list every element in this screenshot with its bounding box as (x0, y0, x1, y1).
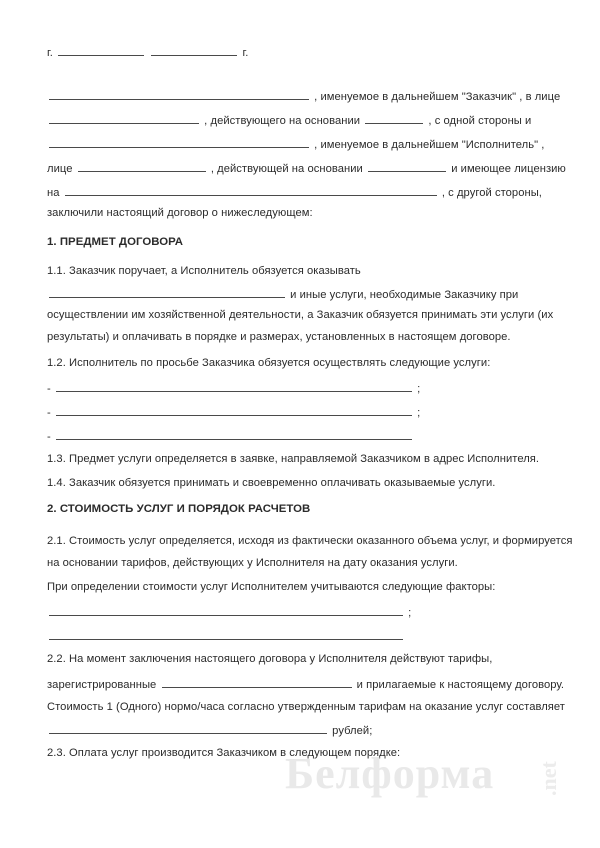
parties-line-2 (47, 112, 531, 128)
parties-line-1 (47, 88, 560, 104)
clause-2-2-text-2b: и прилагаемые к настоящему договору. (356, 679, 565, 691)
customer-name-blank (49, 88, 309, 100)
service-item-1 (47, 380, 420, 396)
clause-1-1-line-3: осуществлении им хозяйственной деятельности, а Заказчик обязуется принимать эти услуги (их (47, 309, 554, 321)
contractor-rep-blank (78, 160, 206, 172)
services-type-blank (49, 286, 285, 298)
service-semicolon: ; (417, 407, 421, 419)
city-blank (58, 44, 144, 56)
hourly-rate-blank (49, 722, 327, 734)
factor-item-2 (47, 628, 405, 644)
service-semicolon: ; (417, 383, 421, 395)
service-blank (56, 428, 412, 440)
clause-2-1-line-3: При определении стоимости услуг Исполнителем учитываются следующие факторы: (47, 581, 496, 593)
service-dash: - (47, 407, 51, 419)
parties-text-2a: , действующего на основании (204, 115, 361, 127)
factor-blank (49, 604, 403, 616)
parties-line-5 (47, 184, 542, 200)
clause-2-2-line-1: 2.2. На момент заключения настоящего договора у Исполнителя действуют тарифы, (47, 653, 493, 665)
parties-line-4 (47, 160, 566, 176)
clause-2-2-line-4 (47, 722, 372, 738)
customer-rep-blank (49, 112, 199, 124)
clause-2-2-line-2 (47, 676, 564, 692)
parties-text-4a: лице (47, 163, 73, 175)
service-blank (56, 380, 412, 392)
watermark-suffix: .net (536, 761, 561, 796)
date-blank (151, 44, 237, 56)
clause-2-2-text-4b: рублей; (332, 725, 373, 737)
customer-basis-blank (365, 112, 423, 124)
service-item-3 (47, 428, 414, 444)
parties-line-3 (47, 136, 544, 152)
date-line (47, 44, 248, 60)
clause-2-3: 2.3. Оплата услуг производится Заказчиком в следующем порядке: (47, 747, 401, 759)
section-2-heading: 2. СТОИМОСТЬ УСЛУГ И ПОРЯДОК РАСЧЕТОВ (47, 503, 311, 515)
parties-text-2b: , с одной стороны и (428, 115, 532, 127)
clause-2-1-line-2: на основании тарифов, действующих у Исполнителя на дату оказания услуги. (47, 557, 458, 569)
clause-1-1-line-4: результаты) и оплачивать в порядке и размерах, установленных в настоящем договоре. (47, 331, 511, 343)
license-blank (65, 184, 437, 196)
clause-2-1-line-1: 2.1. Стоимость услуг определяется, исходя из фактически оказанного объема услуг, и формируется (47, 535, 573, 547)
city-prefix: г. (47, 47, 53, 59)
parties-text-4b: , действующей на основании (210, 163, 363, 175)
parties-text-5b: , с другой стороны, (441, 187, 542, 199)
parties-line-6: заключили настоящий договор о нижеследующем: (47, 207, 313, 219)
service-dash: - (47, 383, 51, 395)
clause-1-3: 1.3. Предмет услуги определяется в заявке, направляемой Заказчиком в адрес Исполнителя. (47, 453, 540, 465)
parties-text-3: , именуемое в дальнейшем "Исполнитель" , (314, 139, 545, 151)
contractor-basis-blank (368, 160, 446, 172)
parties-text-5a: на (47, 187, 60, 199)
watermark-brand: Белформа (285, 749, 495, 798)
clause-1-1-line-1: 1.1. Заказчик поручает, а Исполнитель обязуется оказывать (47, 265, 361, 277)
clause-1-1-text-2: и иные услуги, необходимые Заказчику при (290, 289, 519, 301)
clause-1-1-line-2 (47, 286, 518, 302)
service-item-2 (47, 404, 420, 420)
contractor-name-blank (49, 136, 309, 148)
factor-blank (49, 628, 403, 640)
tariff-registrar-blank (162, 676, 352, 688)
factor-item-1 (47, 604, 411, 620)
year-suffix: г. (242, 47, 249, 59)
service-blank (56, 404, 412, 416)
factor-semicolon: ; (408, 607, 412, 619)
section-1-heading: 1. ПРЕДМЕТ ДОГОВОРА (47, 236, 184, 248)
clause-1-4: 1.4. Заказчик обязуется принимать и своевременно оплачивать оказываемые услуги. (47, 477, 496, 489)
parties-text-4c: и имеющее лицензию (451, 163, 566, 175)
clause-2-2-text-2a: зарегистрированные (47, 679, 157, 691)
clause-1-2: 1.2. Исполнитель по просьбе Заказчика обязуется осуществлять следующие услуги: (47, 357, 491, 369)
clause-2-2-line-3: Стоимость 1 (Одного) нормо/часа согласно утвержденным тарифам на оказание услуг составляет (47, 701, 565, 713)
parties-text-1: , именуемое в дальнейшем "Заказчик" , в лице (314, 91, 561, 103)
service-dash: - (47, 431, 51, 443)
